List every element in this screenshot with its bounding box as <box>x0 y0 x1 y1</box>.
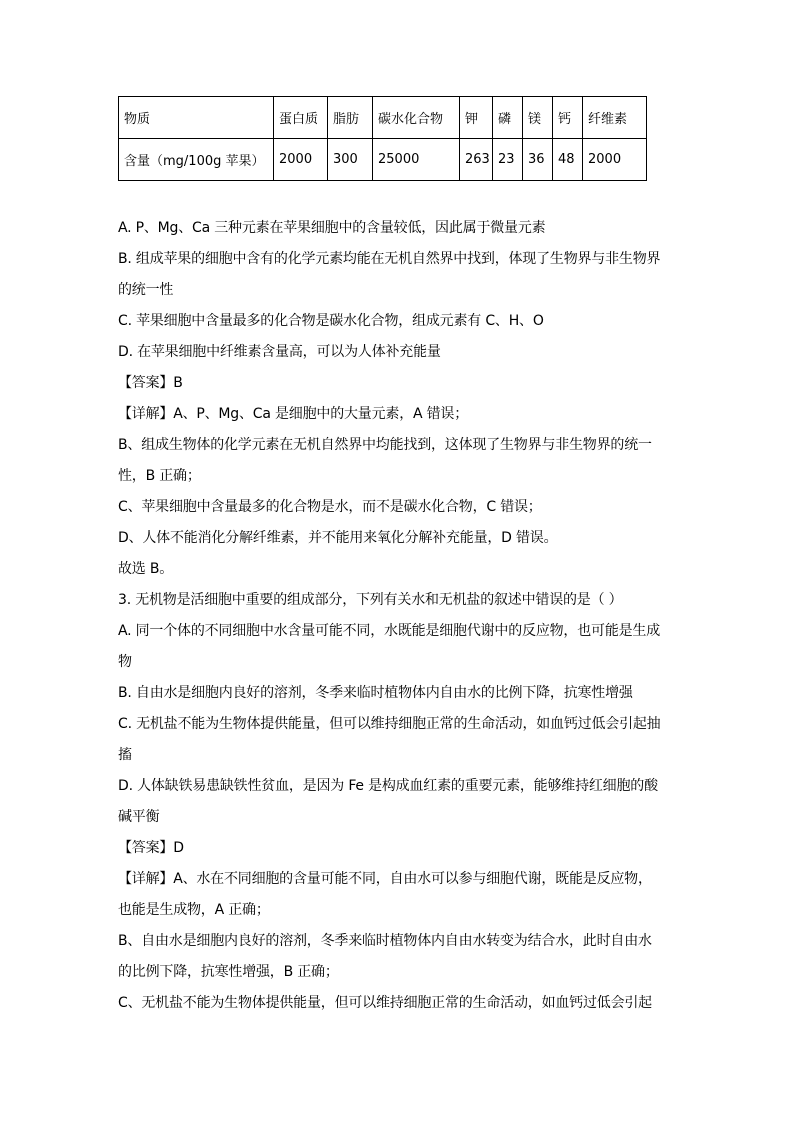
text-line: D. 在苹果细胞中纤维素含量高，可以为人体补充能量 <box>118 344 441 360</box>
text-line: 【答案】D <box>118 840 184 856</box>
text-line: D、人体不能消化分解纤维素，并不能用来氧化分解补充能量，D 错误。 <box>118 530 558 546</box>
text-line: 的比例下降，抗寒性增强，B 正确； <box>118 964 339 980</box>
table-cell: 300 <box>328 139 373 181</box>
table-cell: 钙 <box>553 97 583 139</box>
text-line: C、无机盐不能为生物体提供能量，但可以维持细胞正常的生命活动，如血钙过低会引起 <box>118 995 652 1011</box>
text-line: C. 苹果细胞中含量最多的化合物是碳水化合物，组成元素有 C、H、O <box>118 313 544 329</box>
text-line: 性，B 正确； <box>118 468 201 484</box>
table-cell: 脂肪 <box>328 97 373 139</box>
document-page <box>118 96 678 1019</box>
table-cell: 36 <box>523 139 553 181</box>
table-cell: 含量（mg/100g 苹果） <box>119 139 274 181</box>
table-cell: 25000 <box>373 139 460 181</box>
text-line: B、自由水是细胞内良好的溶剂，冬季来临时植物体内自由水转变为结合水，此时自由水 <box>118 933 652 949</box>
table-cell: 镁 <box>523 97 553 139</box>
table-cell: 263 <box>460 139 493 181</box>
text-line: A. 同一个体的不同细胞中水含量可能不同，水既能是细胞代谢中的反应物，也可能是生成 <box>118 623 661 639</box>
text-line: B. 组成苹果的细胞中含有的化学元素均能在无机自然界中找到，体现了生物界与非生物界 <box>118 251 661 267</box>
text-line: 也能是生成物，A 正确； <box>118 902 270 918</box>
text-line: 碱平衡 <box>118 809 160 825</box>
table-row <box>119 139 647 181</box>
table-cell: 物质 <box>119 97 274 139</box>
nutrient-table <box>118 96 647 181</box>
text-line: 【详解】A、水在不同细胞的含量可能不同，自由水可以参与细胞代谢，既能是反应物， <box>118 871 652 887</box>
text-line: 3. 无机物是活细胞中重要的组成部分，下列有关水和无机盐的叙述中错误的是（ ） <box>118 592 623 608</box>
text-line: D. 人体缺铁易患缺铁性贫血，是因为 Fe 是构成血红素的重要元素，能够维持红细胞的酸 <box>118 778 658 794</box>
text-line: 搐 <box>118 747 132 763</box>
table-row <box>119 97 647 139</box>
text-line: B. 自由水是细胞内良好的溶剂，冬季来临时植物体内自由水的比例下降，抗寒性增强 <box>118 685 633 701</box>
text-line: C、苹果细胞中含量最多的化合物是水，而不是碳水化合物，C 错误； <box>118 499 542 515</box>
text-line: B、组成生物体的化学元素在无机自然界中均能找到，这体现了生物界与非生物界的统一 <box>118 437 652 453</box>
text-line: 【详解】A、P、Mg、Ca 是细胞中的大量元素，A 错误； <box>118 406 469 422</box>
table-cell: 蛋白质 <box>274 97 328 139</box>
table-cell: 2000 <box>583 139 647 181</box>
table-cell: 碳水化合物 <box>373 97 460 139</box>
text-line: 的统一性 <box>118 282 174 298</box>
body-text <box>118 213 678 1019</box>
text-line: 物 <box>118 654 132 670</box>
table-cell: 磷 <box>493 97 523 139</box>
table-cell: 钾 <box>460 97 493 139</box>
table-cell: 2000 <box>274 139 328 181</box>
table-cell: 纤维素 <box>583 97 647 139</box>
table-cell: 23 <box>493 139 523 181</box>
text-line: C. 无机盐不能为生物体提供能量，但可以维持细胞正常的生命活动，如血钙过低会引起抽 <box>118 716 661 732</box>
text-line: 【答案】B <box>118 375 183 391</box>
table-cell: 48 <box>553 139 583 181</box>
text-line: A. P、Mg、Ca 三种元素在苹果细胞中的含量较低，因此属于微量元素 <box>118 220 546 236</box>
text-line: 故选 B。 <box>118 561 174 577</box>
